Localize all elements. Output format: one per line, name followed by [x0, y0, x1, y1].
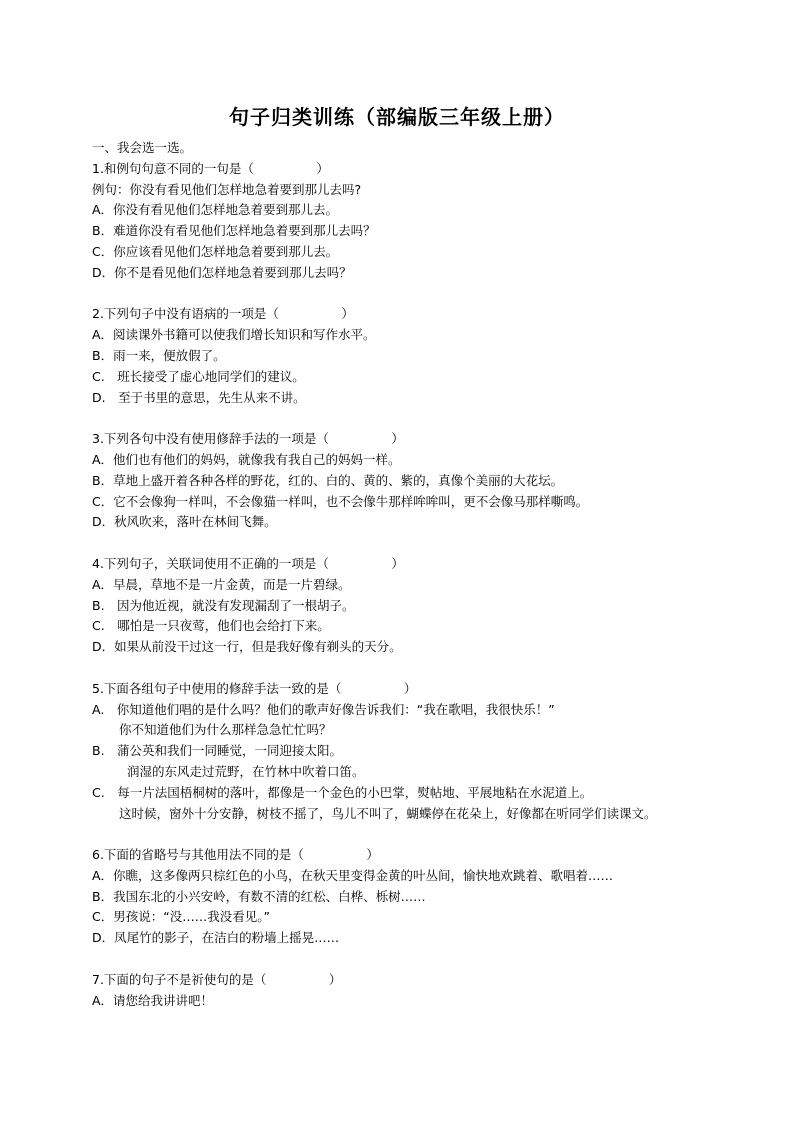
question-7-option-a: A．请您给我讲讲吧！	[92, 992, 214, 1008]
spacer	[92, 408, 732, 429]
question-5-option-a-continued: 你不知道他们为什么那样急急忙忙吗？	[119, 722, 332, 738]
question-4-option-d: D．如果从前没干过这一行，但是我好像有剃头的天分。	[92, 639, 402, 655]
question-5-stem: 5.下面各组句子中使用的修辞手法一致的是（ ）	[92, 680, 417, 696]
question-6-option-d: D．凤尾竹的影子，在洁白的粉墙上摇晃……	[92, 930, 340, 946]
question-2-option-c: C. 班长接受了虚心地同学们的建议。	[92, 368, 305, 384]
question-5-option-c: C. 每一片法国梧桐树的落叶，都像是一个金色的小巴掌，熨帖地、平展地粘在水泥道上。	[92, 784, 593, 800]
spacer	[92, 658, 732, 679]
question-7-stem: 7.下面的句子不是祈使句的是（ ）	[92, 971, 342, 987]
question-list	[92, 138, 732, 1011]
question-4-option-a: A．早晨，草地不是一片金黄，而是一片碧绿。	[92, 576, 351, 592]
spacer	[92, 284, 732, 305]
question-2-option-b: B．雨一来，便放假了。	[92, 347, 226, 363]
spacer	[92, 824, 732, 845]
spacer	[92, 949, 732, 970]
question-5-option-a: A. 你知道他们唱的是什么吗？他们的歌声好像告诉我们：“我在歌唱，我很快乐！”	[92, 701, 555, 717]
question-3-stem: 3.下列各句中没有使用修辞手法的一项是（ ）	[92, 431, 404, 447]
question-1-option-b: B．难道你没有看见他们怎样地急着要到那儿去吗？	[92, 223, 376, 239]
question-2-option-a: A．阅读课外书籍可以使我们增长知识和写作水平。	[92, 327, 376, 343]
question-1-example: 例句：你没有看见他们怎样地急着要到那儿去吗?	[92, 181, 362, 197]
page-title: 句子归类训练（部编版三年级上册）	[229, 105, 565, 129]
spacer	[92, 533, 732, 554]
question-5-option-b-continued: 润湿的东风走过荒野，在竹林中吹着口笛。	[127, 763, 365, 779]
section-heading: 一、我会选一选。	[92, 140, 193, 155]
question-4-stem: 4.下列句子，关联词使用不正确的一项是（ ）	[92, 555, 404, 571]
question-5-option-b: B. 蒲公英和我们一同睡觉，一同迎接太阳。	[92, 743, 343, 759]
question-6-stem: 6.下面的省略号与其他用法不同的是（ ）	[92, 847, 379, 863]
question-3-option-b: B．草地上盛开着各种各样的野花，红的、白的、黄的、紫的，真像个美丽的大花坛。	[92, 472, 564, 488]
question-1-option-a: A．你没有看见他们怎样地急着要到那儿去。	[92, 202, 339, 218]
question-4-option-c: C. 哪怕是一只夜莺，他们也会给打下来。	[92, 618, 330, 634]
question-3-option-d: D．秋风吹来，落叶在林间飞舞。	[92, 514, 277, 530]
question-3-option-a: A．他们也有他们的妈妈，就像我有我自己的妈妈一样。	[92, 451, 401, 467]
question-6-option-b: B．我国东北的小兴安岭，有数不清的红松、白桦、栎树……	[92, 888, 426, 904]
question-1-option-c: C．你应该看见他们怎样地急着要到那儿去。	[92, 243, 339, 259]
question-1-stem: 1.和例句句意不同的一句是（ ）	[92, 160, 329, 176]
question-2-stem: 2.下列句子中没有语病的一项是（ ）	[92, 306, 354, 322]
question-6-option-c: C．男孩说：“没……我没看见。”	[92, 909, 270, 925]
question-4-option-b: B. 因为他近视，就没有发现漏刮了一根胡子。	[92, 597, 355, 613]
question-5-option-c-continued: 这时候，窗外十分安静，树枝不摇了，鸟儿不叫了，蝴蝶停在花朵上，好像都在听同学们读课文。	[119, 805, 657, 821]
question-3-option-c: C．它不会像狗一样叫，不会像猫一样叫，也不会像牛那样哞哞叫，更不会像马那样嘶鸣。	[92, 493, 589, 509]
question-1-option-d: D．你不是看见他们怎样地急着要到那儿去吗？	[92, 264, 352, 280]
question-6-option-a: A．你瞧，这多像两只棕红色的小鸟，在秋天里变得金黄的叶丛间，愉快地欢跳着、歌唱着……	[92, 867, 614, 883]
question-2-option-d: D. 至于书里的意思，先生从来不讲。	[92, 389, 306, 405]
